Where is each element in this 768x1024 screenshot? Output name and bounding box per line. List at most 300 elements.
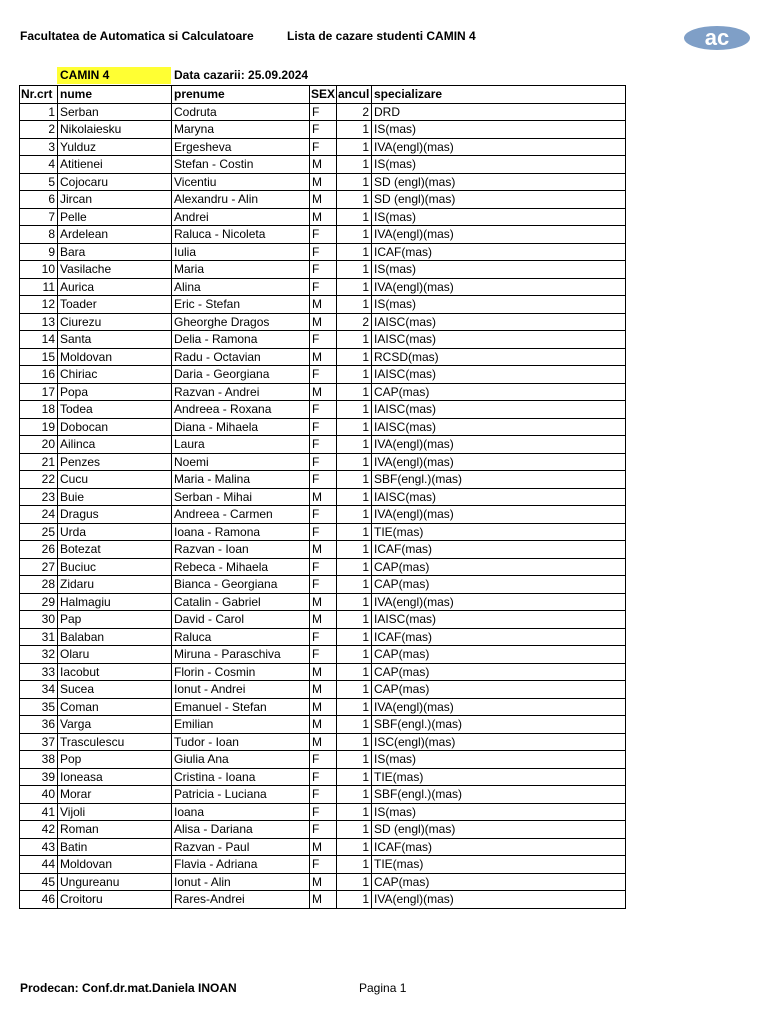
cell-nume: Jircan [58,191,172,209]
cell-prenume: Andrei [172,208,310,226]
cell-sex: F [310,331,337,349]
cell-nume: Trasculescu [58,733,172,751]
cell-sex: M [310,838,337,856]
cell-sex: F [310,226,337,244]
cell-nr: 3 [20,138,58,156]
table-row [20,786,626,804]
cell-sex: M [310,891,337,909]
cell-nr: 30 [20,611,58,629]
cell-nume: Dragus [58,506,172,524]
cell-sex: F [310,821,337,839]
table-row [20,558,626,576]
cell-nr: 46 [20,891,58,909]
cell-specializare: ISC(engl)(mas) [372,733,626,751]
cell-sex: F [310,261,337,279]
cell-prenume: Ioana [172,803,310,821]
cell-specializare: CAP(mas) [372,383,626,401]
cell-prenume: Giulia Ana [172,751,310,769]
cell-nume: Serban [58,103,172,121]
table-row [20,488,626,506]
cell-nr: 9 [20,243,58,261]
logo-text: ac [704,25,730,50]
cell-nr: 28 [20,576,58,594]
cell-prenume: Vicentiu [172,173,310,191]
cell-nr: 37 [20,733,58,751]
table-row [20,821,626,839]
table-row [20,243,626,261]
cell-prenume: Ionut - Alin [172,873,310,891]
cell-nr: 35 [20,698,58,716]
cell-an: 1 [337,838,372,856]
cell-sex: M [310,716,337,734]
cell-sex: F [310,138,337,156]
cell-specializare: IS(mas) [372,296,626,314]
cell-specializare: IS(mas) [372,751,626,769]
cell-prenume: Cristina - Ioana [172,768,310,786]
cell-specializare: IVA(engl)(mas) [372,278,626,296]
cell-sex: M [310,156,337,174]
table-row [20,191,626,209]
col-header-an: ancul [337,86,372,104]
table-row [20,366,626,384]
cell-prenume: Raluca - Nicoleta [172,226,310,244]
cell-prenume: Iulia [172,243,310,261]
cell-nr: 40 [20,786,58,804]
col-header-nume: nume [58,86,172,104]
cell-nume: Zidaru [58,576,172,594]
cell-sex: M [310,593,337,611]
cell-prenume: Serban - Mihai [172,488,310,506]
cell-prenume: Andreea - Carmen [172,506,310,524]
cell-an: 1 [337,296,372,314]
cell-an: 1 [337,331,372,349]
cell-specializare: TIE(mas) [372,523,626,541]
cell-an: 1 [337,383,372,401]
cell-prenume: Ionut - Andrei [172,681,310,699]
cell-nr: 31 [20,628,58,646]
cell-nr: 8 [20,226,58,244]
cell-an: 1 [337,418,372,436]
cell-nume: Vasilache [58,261,172,279]
cell-sex: M [310,681,337,699]
cell-sex: M [310,191,337,209]
cell-nume: Pop [58,751,172,769]
table-row [20,506,626,524]
cell-nume: Urda [58,523,172,541]
table-row [20,891,626,909]
cell-nume: Vijoli [58,803,172,821]
table-row [20,576,626,594]
faculty-logo [683,24,751,52]
cell-an: 1 [337,488,372,506]
cell-nume: Ailinca [58,436,172,454]
cell-nume: Morar [58,786,172,804]
col-header-sex: SEX [311,87,336,102]
cell-an: 1 [337,156,372,174]
cell-specializare: SD (engl)(mas) [372,821,626,839]
cell-specializare: ICAF(mas) [372,838,626,856]
cell-specializare: CAP(mas) [372,681,626,699]
cell-prenume: Gheorghe Dragos [172,313,310,331]
cell-an: 1 [337,873,372,891]
table-row [20,681,626,699]
cell-nr: 6 [20,191,58,209]
cell-nr: 32 [20,646,58,664]
table-row [20,208,626,226]
date-label: Data cazarii: 25.09.2024 [174,68,309,82]
cell-specializare: IVA(engl)(mas) [372,453,626,471]
cell-an: 1 [337,558,372,576]
cell-nume: Dobocan [58,418,172,436]
cell-specializare: IAISC(mas) [372,418,626,436]
cell-nume: Halmagiu [58,593,172,611]
table-row [20,296,626,314]
cell-prenume: Eric - Stefan [172,296,310,314]
cell-an: 1 [337,663,372,681]
cell-specializare: ICAF(mas) [372,541,626,559]
cell-nume: Botezat [58,541,172,559]
table-row [20,348,626,366]
cell-sex: F [310,523,337,541]
cell-specializare: ICAF(mas) [372,243,626,261]
cell-specializare: CAP(mas) [372,663,626,681]
cell-an: 1 [337,733,372,751]
cell-nr: 1 [20,103,58,121]
cell-sex: F [310,436,337,454]
table-row [20,418,626,436]
cell-nume: Aurica [58,278,172,296]
cell-nr: 25 [20,523,58,541]
cell-nr: 41 [20,803,58,821]
table-row [20,803,626,821]
cell-an: 1 [337,436,372,454]
cell-prenume: Codruta [172,103,310,121]
cell-prenume: Maria [172,261,310,279]
cell-sex: M [310,296,337,314]
cell-specializare: IAISC(mas) [372,488,626,506]
cell-nume: Cucu [58,471,172,489]
cell-an: 2 [337,103,372,121]
table-body [20,103,626,908]
cell-prenume: Radu - Octavian [172,348,310,366]
cell-nr: 44 [20,856,58,874]
cell-nume: Ciurezu [58,313,172,331]
cell-nr: 2 [20,121,58,139]
cell-nume: Todea [58,401,172,419]
cell-nr: 33 [20,663,58,681]
cell-an: 1 [337,786,372,804]
table-row [20,436,626,454]
cell-sex: F [310,366,337,384]
cell-specializare: SBF(engl.)(mas) [372,471,626,489]
cell-nume: Penzes [58,453,172,471]
cell-specializare: IVA(engl)(mas) [372,226,626,244]
cell-an: 1 [337,646,372,664]
cell-nr: 16 [20,366,58,384]
cell-prenume: Miruna - Paraschiva [172,646,310,664]
cell-specializare: IAISC(mas) [372,313,626,331]
cell-prenume: Razvan - Ioan [172,541,310,559]
cell-nume: Balaban [58,628,172,646]
cell-prenume: Bianca - Georgiana [172,576,310,594]
camin-label: CAMIN 4 [57,67,171,84]
cell-prenume: Rares-Andrei [172,891,310,909]
cell-sex: F [310,646,337,664]
cell-sex: M [310,313,337,331]
cell-an: 1 [337,821,372,839]
table-row [20,156,626,174]
cell-prenume: Noemi [172,453,310,471]
table-row [20,873,626,891]
cell-nume: Coman [58,698,172,716]
cell-nume: Moldovan [58,856,172,874]
cell-an: 1 [337,891,372,909]
cell-nr: 11 [20,278,58,296]
cell-sex: F [310,803,337,821]
table-row [20,261,626,279]
cell-sex: M [310,873,337,891]
cell-sex: F [310,506,337,524]
cell-an: 1 [337,261,372,279]
cell-specializare: IS(mas) [372,261,626,279]
table-row [20,121,626,139]
cell-sex: M [310,383,337,401]
cell-nr: 4 [20,156,58,174]
cell-specializare: SBF(engl.)(mas) [372,716,626,734]
cell-sex: M [310,663,337,681]
cell-an: 1 [337,803,372,821]
cell-an: 1 [337,523,372,541]
cell-prenume: Delia - Ramona [172,331,310,349]
table-row [20,453,626,471]
cell-prenume: Laura [172,436,310,454]
list-title: Lista de cazare studenti CAMIN 4 [287,29,476,43]
cell-an: 1 [337,138,372,156]
cell-prenume: Andreea - Roxana [172,401,310,419]
cell-nume: Buciuc [58,558,172,576]
cell-sex: F [310,401,337,419]
page-number: Pagina 1 [359,981,407,995]
table-row [20,523,626,541]
cell-nr: 29 [20,593,58,611]
cell-nume: Sucea [58,681,172,699]
table-row [20,751,626,769]
cell-specializare: IAISC(mas) [372,611,626,629]
cell-nume: Yulduz [58,138,172,156]
cell-an: 1 [337,348,372,366]
cell-nr: 39 [20,768,58,786]
cell-sex: F [310,121,337,139]
cell-an: 1 [337,121,372,139]
cell-sex: M [310,208,337,226]
cell-nr: 22 [20,471,58,489]
footer-signature: Prodecan: Conf.dr.mat.Daniela INOAN [20,981,237,995]
cell-an: 1 [337,716,372,734]
cell-nume: Varga [58,716,172,734]
cell-prenume: Diana - Mihaela [172,418,310,436]
cell-prenume: Daria - Georgiana [172,366,310,384]
cell-sex: F [310,471,337,489]
cell-specializare: IAISC(mas) [372,366,626,384]
cell-nr: 42 [20,821,58,839]
table-row [20,716,626,734]
table-row [20,138,626,156]
table-row [20,471,626,489]
cell-prenume: Tudor - Ioan [172,733,310,751]
cell-nr: 13 [20,313,58,331]
cell-nr: 10 [20,261,58,279]
table-row [20,628,626,646]
cell-an: 1 [337,226,372,244]
cell-prenume: Maryna [172,121,310,139]
cell-nume: Iacobut [58,663,172,681]
table-row [20,646,626,664]
cell-nr: 34 [20,681,58,699]
table-row [20,768,626,786]
cell-nume: Roman [58,821,172,839]
cell-sex: F [310,243,337,261]
table-row [20,856,626,874]
cell-prenume: Rebeca - Mihaela [172,558,310,576]
cell-nr: 12 [20,296,58,314]
table-row [20,401,626,419]
col-header-prenume: prenume [172,86,310,104]
cell-sex: F [310,558,337,576]
cell-an: 1 [337,541,372,559]
cell-sex: F [310,856,337,874]
table-row [20,278,626,296]
cell-specializare: DRD [372,103,626,121]
cell-specializare: IVA(engl)(mas) [372,506,626,524]
cell-nr: 24 [20,506,58,524]
cell-an: 1 [337,243,372,261]
cell-nume: Pap [58,611,172,629]
cell-nume: Buie [58,488,172,506]
cell-an: 1 [337,751,372,769]
cell-nr: 17 [20,383,58,401]
cell-specializare: IS(mas) [372,803,626,821]
cell-prenume: Catalin - Gabriel [172,593,310,611]
cell-prenume: Florin - Cosmin [172,663,310,681]
cell-sex: M [310,348,337,366]
col-header-nr: Nr.crt [20,86,58,104]
cell-nume: Toader [58,296,172,314]
cell-prenume: Alina [172,278,310,296]
cell-sex: F [310,786,337,804]
cell-an: 1 [337,278,372,296]
cell-nume: Ungureanu [58,873,172,891]
cell-an: 1 [337,768,372,786]
cell-specializare: ICAF(mas) [372,628,626,646]
cell-nume: Chiriac [58,366,172,384]
cell-sex: M [310,611,337,629]
cell-sex: F [310,768,337,786]
cell-specializare: IAISC(mas) [372,401,626,419]
cell-sex: F [310,418,337,436]
cell-nr: 26 [20,541,58,559]
cell-prenume: Raluca [172,628,310,646]
cell-nume: Ardelean [58,226,172,244]
cell-an: 2 [337,313,372,331]
cell-sex: M [310,733,337,751]
cell-nume: Croitoru [58,891,172,909]
cell-sex: M [310,173,337,191]
cell-specializare: SD (engl)(mas) [372,173,626,191]
cell-specializare: CAP(mas) [372,646,626,664]
cell-nr: 14 [20,331,58,349]
cell-an: 1 [337,856,372,874]
table-row [20,541,626,559]
cell-nr: 18 [20,401,58,419]
cell-sex: M [310,488,337,506]
cell-specializare: IS(mas) [372,156,626,174]
cell-an: 1 [337,173,372,191]
cell-an: 1 [337,471,372,489]
cell-an: 1 [337,453,372,471]
cell-nr: 7 [20,208,58,226]
cell-nume: Pelle [58,208,172,226]
table-header-row [20,86,626,104]
cell-an: 1 [337,208,372,226]
cell-an: 1 [337,506,372,524]
cell-nr: 38 [20,751,58,769]
cell-nr: 21 [20,453,58,471]
cell-prenume: Stefan - Costin [172,156,310,174]
cell-prenume: Ergesheva [172,138,310,156]
cell-an: 1 [337,628,372,646]
cell-specializare: SBF(engl.)(mas) [372,786,626,804]
cell-specializare: CAP(mas) [372,558,626,576]
cell-an: 1 [337,366,372,384]
cell-specializare: TIE(mas) [372,856,626,874]
table-row [20,733,626,751]
cell-an: 1 [337,681,372,699]
students-table [19,85,626,909]
cell-an: 1 [337,698,372,716]
cell-sex: F [310,751,337,769]
cell-an: 1 [337,593,372,611]
table-row [20,173,626,191]
cell-nr: 5 [20,173,58,191]
cell-prenume: Ioana - Ramona [172,523,310,541]
cell-an: 1 [337,191,372,209]
cell-nume: Ioneasa [58,768,172,786]
cell-specializare: IVA(engl)(mas) [372,593,626,611]
table-row [20,103,626,121]
cell-prenume: Razvan - Andrei [172,383,310,401]
cell-nume: Moldovan [58,348,172,366]
table-row [20,663,626,681]
cell-nr: 43 [20,838,58,856]
cell-prenume: Maria - Malina [172,471,310,489]
cell-nr: 19 [20,418,58,436]
cell-nr: 20 [20,436,58,454]
table-row [20,593,626,611]
cell-specializare: IAISC(mas) [372,331,626,349]
cell-sex: F [310,576,337,594]
cell-sex: F [310,628,337,646]
cell-nr: 45 [20,873,58,891]
cell-nume: Olaru [58,646,172,664]
cell-nume: Batin [58,838,172,856]
cell-nr: 36 [20,716,58,734]
cell-prenume: Patricia - Luciana [172,786,310,804]
cell-an: 1 [337,611,372,629]
cell-sex: F [310,278,337,296]
cell-prenume: Emilian [172,716,310,734]
table-row [20,838,626,856]
table-row [20,383,626,401]
